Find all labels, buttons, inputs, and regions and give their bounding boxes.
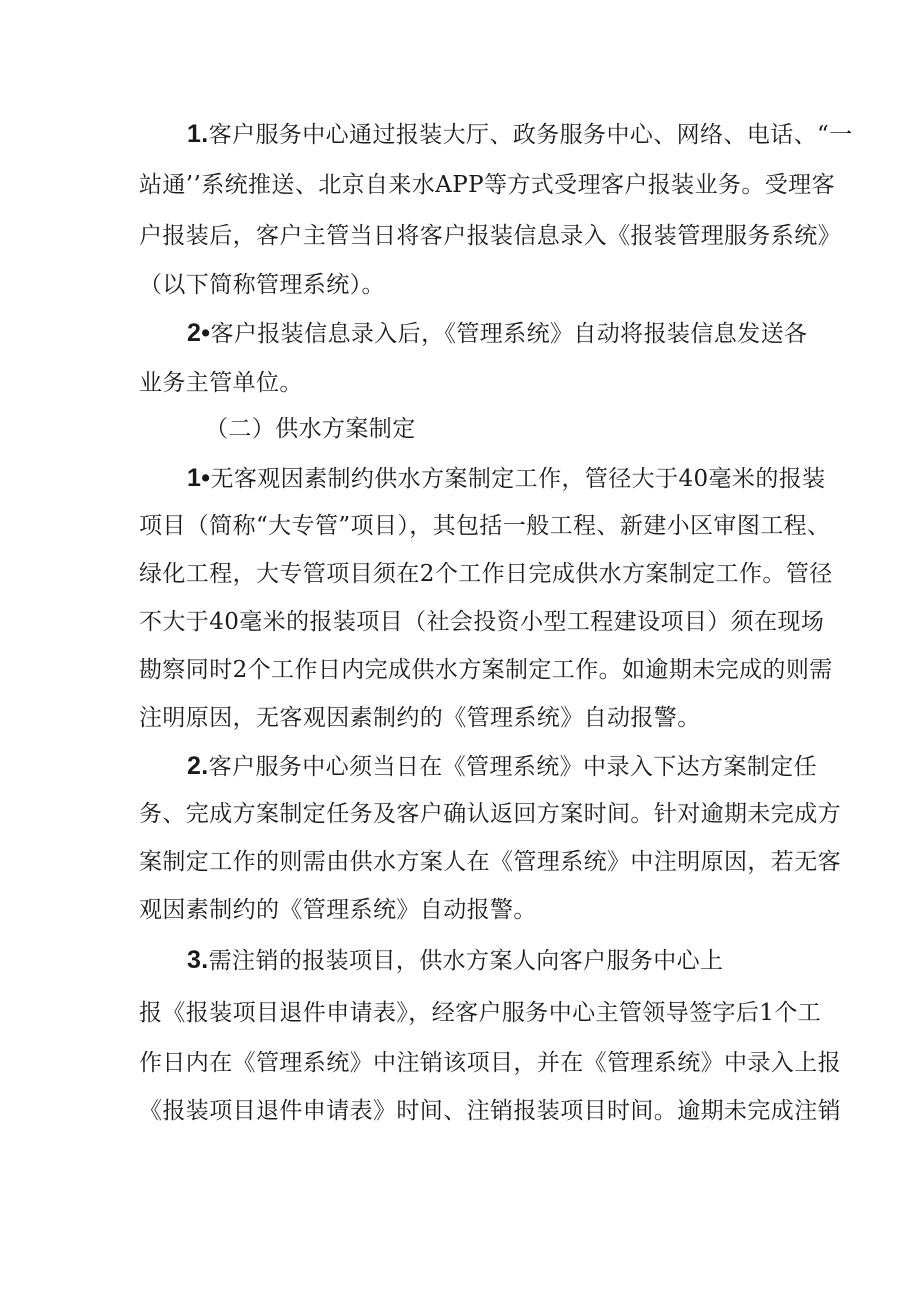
paragraph-number: 3. — [187, 946, 209, 974]
paragraph-5-line-1 — [187, 945, 837, 976]
paragraph-2-line-1 — [187, 318, 837, 349]
paragraph-4-line-4: 观因素制约的《管理系统》自动报警。 — [139, 897, 537, 923]
paragraph-3-line-5: 勘察同时2个工作日内完成供水方案制定工作。如逾期未完成的则需 — [139, 657, 833, 683]
paragraph-number: 1• — [187, 464, 211, 492]
paragraph-3-line-6: 注明原因，无客观因素制约的《管理系统》自动报警。 — [139, 705, 701, 731]
paragraph-3-line-3: 绿化工程，大专管项目须在2个工作日完成供水方案制定工作。管径 — [139, 561, 833, 587]
paragraph-text: 客户服务中心通过报装大厅、政务服务中心、网络、电话、“一 — [208, 122, 853, 148]
paragraph-text: 需注销的报装项目，供水方案人向客户服务中心上 — [208, 948, 724, 974]
paragraph-5-line-3: 作日内在《管理系统》中注销该项目，并在《管理系统》中录入上报 — [139, 1050, 841, 1076]
paragraph-3-line-4: 不大于40毫米的报装项目（社会投资小型工程建设项目）须在现场 — [139, 609, 825, 635]
paragraph-4-line-3: 案制定工作的则需由供水方案人在《管理系统》中注明原因，若无客 — [139, 849, 841, 875]
paragraph-text: 客户报装信息录入后，《管理系统》自动将报装信息发送各 — [210, 321, 808, 347]
paragraph-5-line-4: 《报装项目退件申请表》时间、注销报装项目时间。逾期未完成注销 — [139, 1098, 841, 1124]
paragraph-2-line-2: 业务主管单位。 — [139, 370, 303, 396]
paragraph-3-line-2: 项目（简称“大专管”项目），其包括一般工程、新建小区审图工程、 — [139, 513, 831, 539]
paragraph-1-line-2: 站通’’系统推送、北京自来水APP等方式受理客户报装业务。受理客 — [139, 172, 835, 198]
paragraph-3-line-1 — [187, 463, 837, 494]
paragraph-1-line-3: 户报装后，客户主管当日将客户报装信息录入《报装管理服务系统》 — [139, 223, 841, 249]
paragraph-number: 1. — [187, 120, 209, 148]
paragraph-text: 客户服务中心须当日在《管理系统》中录入下达方案制定任 — [208, 754, 818, 780]
paragraph-4-line-1 — [187, 751, 837, 782]
paragraph-1-line-1 — [187, 119, 853, 150]
paragraph-text: 无客观因素制约供水方案制定工作，管径大于40毫米的报装 — [210, 466, 826, 492]
paragraph-number: 2. — [187, 752, 209, 780]
paragraph-4-line-2: 务、完成方案制定任务及客户确认返回方案时间。针对逾期未完成方 — [139, 801, 841, 827]
paragraph-1-line-4: （以下简称管理系统）。 — [139, 272, 385, 298]
section-heading: （二）供水方案制定 — [205, 416, 416, 442]
paragraph-number: 2• — [187, 319, 211, 347]
paragraph-5-line-2: 报《报装项目退件申请表》，经客户服务中心主管领导签字后1个工 — [139, 1000, 822, 1026]
